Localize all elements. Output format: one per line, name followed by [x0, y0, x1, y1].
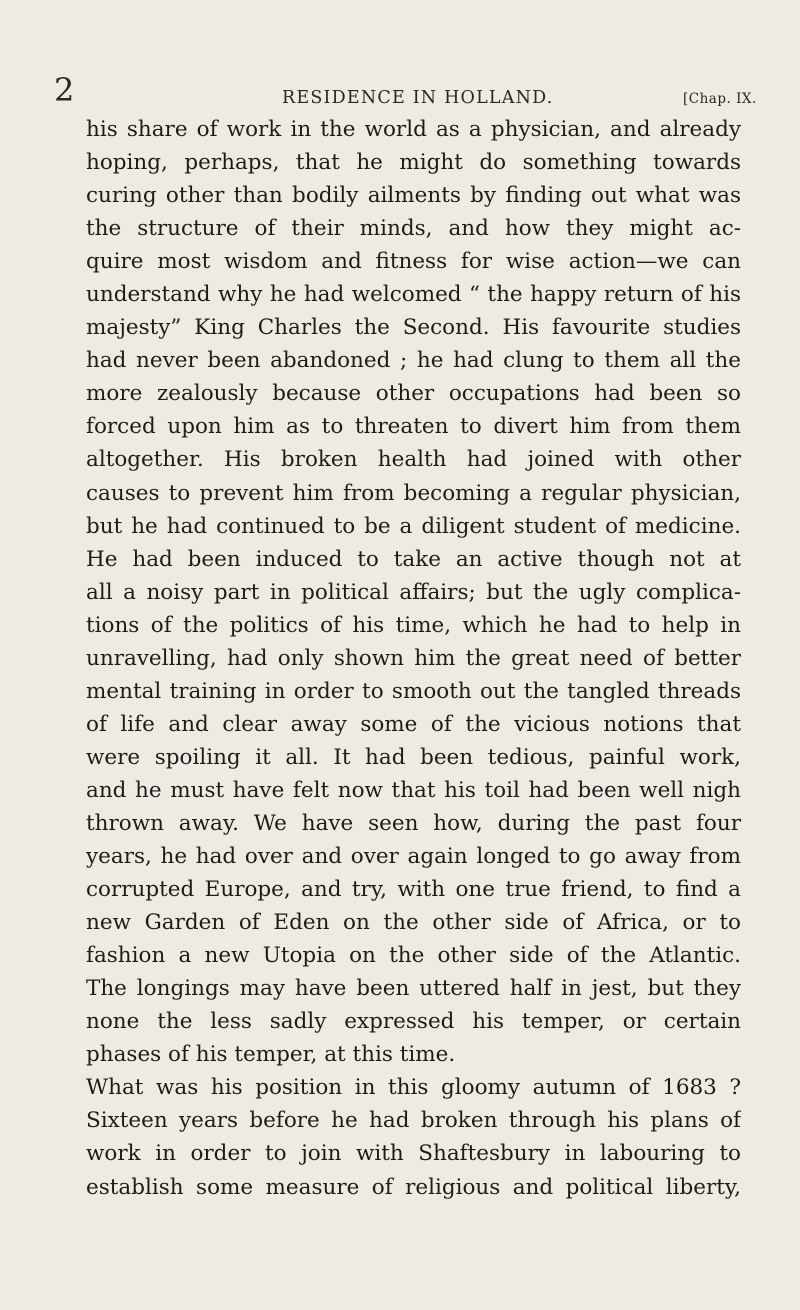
text-line: and he must have felt now that his toil had been well nigh: [86, 777, 741, 803]
body-text: [86, 113, 741, 1204]
text-line: What was his position in this gloomy autumn of 1683 ?: [86, 1075, 741, 1101]
text-line: but he had continued to be a diligent student of medicine.: [86, 513, 741, 539]
text-line: years, he had over and over again longed to go away from: [86, 844, 741, 870]
text-line: Sixteen years before he had broken through his plans of: [86, 1108, 741, 1134]
text-line: of life and clear away some of the vicious notions that: [86, 711, 741, 737]
text-line: corrupted Europe, and try, with one true friend, to find a: [86, 877, 741, 903]
text-line: thrown away. We have seen how, during the past four: [86, 810, 741, 836]
text-line: majesty” King Charles the Second. His favourite studies: [86, 315, 741, 341]
text-line: hoping, perhaps, that he might do something towards: [86, 150, 741, 176]
text-line: establish some measure of religious and political liberty,: [86, 1174, 741, 1200]
text-line: tions of the politics of his time, which he had to help in: [86, 612, 741, 638]
text-line: unravelling, had only shown him the great need of better: [86, 645, 741, 671]
chapter-reference: [Chap. IX.: [683, 91, 757, 107]
text-line: The longings may have been uttered half in jest, but they: [86, 976, 741, 1002]
text-line: fashion a new Utopia on the other side of the Atlantic.: [86, 943, 741, 969]
text-line: none the less sadly expressed his temper, or certain: [86, 1009, 741, 1035]
text-line: had never been abandoned ; he had clung to them all the: [86, 348, 741, 374]
text-line: new Garden of Eden on the other side of Africa, or to: [86, 910, 741, 936]
text-line: all a noisy part in political affairs; but the ugly complica-: [86, 579, 741, 605]
text-line: the structure of their minds, and how they might ac-: [86, 216, 741, 242]
text-line: phases of his temper, at this time.: [86, 1042, 456, 1068]
text-line: understand why he had welcomed “ the happy return of his: [86, 282, 741, 308]
text-line: his share of work in the world as a physician, and already: [86, 117, 741, 142]
running-title: RESIDENCE IN HOLLAND.: [282, 88, 554, 108]
text-line: forced upon him as to threaten to divert him from them: [86, 414, 741, 440]
text-line: quire most wisdom and fitness for wise action—we can: [86, 249, 741, 275]
text-line: work in order to join with Shaftesbury in labouring to: [86, 1141, 741, 1167]
text-line: more zealously because other occupations had been so: [86, 381, 741, 407]
text-line: were spoiling it all. It had been tedious, painful work,: [86, 744, 741, 770]
text-line: He had been induced to take an active though not at: [86, 546, 741, 572]
text-line: altogether. His broken health had joined with other: [86, 447, 741, 473]
text-line: curing other than bodily ailments by finding out what was: [86, 183, 741, 209]
page-number: 2: [54, 71, 75, 109]
text-line: causes to prevent him from becoming a regular physician,: [86, 480, 741, 506]
text-line: mental training in order to smooth out the tangled threads: [86, 678, 741, 704]
